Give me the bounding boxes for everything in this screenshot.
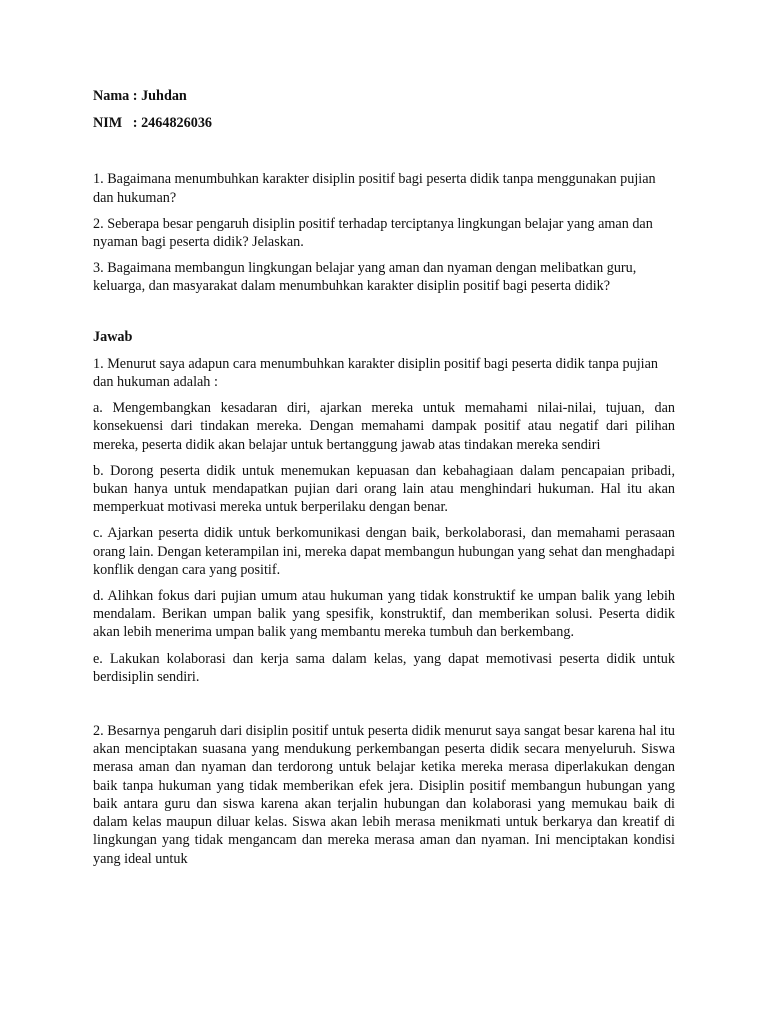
answer-1-item-c: c. Ajarkan peserta didik untuk berkomunikasi dengan baik, berkolaborasi, dan memahami perasaan orang lain. Dengan keterampilan ini, mereka dapat membangun hubungan yang sehat dan menghadapi konflik dengan cara yang positif. [93, 525, 675, 578]
answer-1-item-b: b. Dorong peserta didik untuk menemukan kepuasan dan kebahagiaan dalam pencapaian pribadi, bukan hanya untuk mendapatkan pujian dari orang lain atau menghindari hukuman. Hal itu akan memperkuat motivasi mereka untuk berperilaku dengan benar. [93, 462, 675, 516]
answer-2-paragraph: 2. Besarnya pengaruh dari disiplin positif untuk peserta didik menurut saya sangat besar karena hal itu akan menciptakan suasana yang mendukung perkembangan peserta didik secara menyeluruh. Siswa merasa aman dan nyaman dan terdorong untuk belajar ketika mereka merasa diperlakukan dengan baik tanpa hukuman yang tidak memberikan efek jera. Disiplin positif membangun hubungan yang baik antara guru dan siswa karena akan terjalin hubungan dan kolaborasi yang memukau baik di dalam kelas maupun diluar kelas. Siswa akan lebih merasa menikmati untuk berkarya dan kreatif di lingkungan yang tidak mengancam dan mereka merasa aman dan nyaman. Ini menciptakan kondisi yang ideal untuk [93, 723, 675, 867]
answer-1-item-d: d. Alihkan fokus dari pujian umum atau hukuman yang tidak konstruktif ke umpan balik yang lebih mendalam. Berikan umpan balik yang spesifik, konstruktif, dan memberikan solusi. Peserta didik akan lebih menerima umpan balik yang membantu mereka tumbuh dan berkembang. [93, 588, 675, 641]
student-nim: NIM : 2464826036 [93, 115, 213, 132]
answer-1-item-a: a. Mengembangkan kesadaran diri, ajarkan mereka untuk memahami nilai-nilai, tujuan, dan konsekuensi dari tindakan mereka. Dengan memahami dampak positif atau negatif dari pilihan mereka, peserta didik akan belajar untuk bertanggung jawab atas tindakan mereka sendiri [93, 400, 675, 453]
answer-1-item-e: e. Lakukan kolaborasi dan kerja sama dalam kelas, yang dapat memotivasi peserta didik untuk berdisiplin sendiri. [93, 650, 675, 685]
student-name: Nama : Juhdan [93, 88, 187, 104]
document-page [93, 87, 675, 876]
answer-1-intro: 1. Menurut saya adapun cara menumbuhkan karakter disiplin positif bagi peserta didik tanpa pujian dan hukuman adalah : [93, 355, 658, 391]
answer-heading: Jawab [93, 328, 133, 345]
question-3: 3. Bagaimana membangun lingkungan belajar yang aman dan nyaman dengan melibatkan guru, keluarga, dan masyarakat dalam menumbuhkan karakter disiplin positif bagi peserta didik? [93, 260, 637, 295]
question-1: 1. Bagaimana menumbuhkan karakter disiplin positif bagi peserta didik tanpa menggunakan pujian dan hukuman? [93, 171, 656, 206]
question-2: 2. Seberapa besar pengaruh disiplin positif terhadap terciptanya lingkungan belajar yang aman dan nyaman bagi peserta didik? Jelaskan. [93, 215, 653, 251]
